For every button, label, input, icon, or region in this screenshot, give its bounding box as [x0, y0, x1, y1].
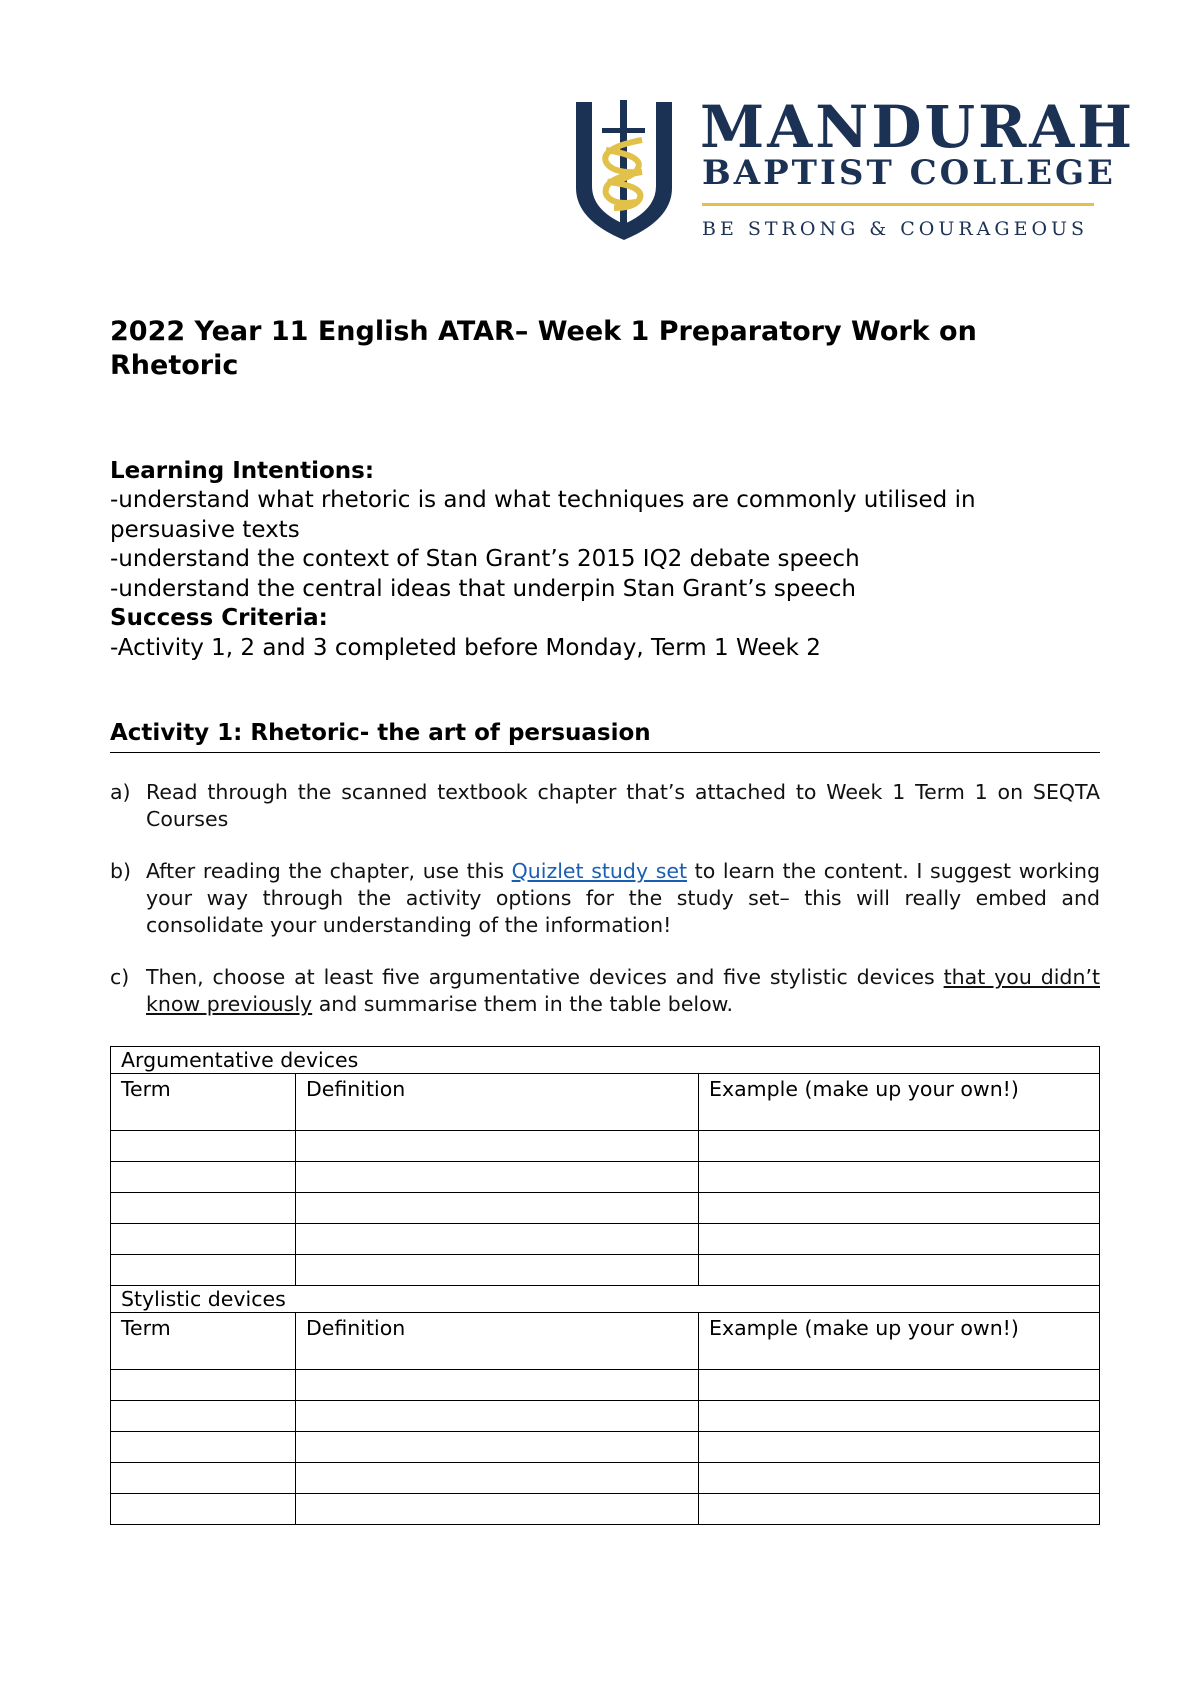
- item-text-before: Then, choose at least five argumentative devices and five stylistic devices: [146, 965, 944, 989]
- table-cell[interactable]: [296, 1162, 699, 1193]
- table-cell[interactable]: [296, 1401, 699, 1432]
- school-name-line1: MANDURAH: [700, 93, 1136, 161]
- item-marker: c): [110, 965, 130, 989]
- item-text: [146, 858, 1100, 939]
- table-cell[interactable]: [296, 1432, 699, 1463]
- activity-1-heading: Activity 1: Rhetoric- the art of persuasion: [110, 719, 1100, 753]
- item-marker: a): [110, 780, 131, 804]
- table-row: [111, 1224, 1100, 1255]
- table-cell[interactable]: [699, 1162, 1100, 1193]
- item-text-after: and summarise them in the table below.: [312, 992, 734, 1016]
- table-cell[interactable]: [296, 1255, 699, 1286]
- table-cell[interactable]: [111, 1224, 296, 1255]
- table-cell[interactable]: [699, 1432, 1100, 1463]
- item-text: [146, 964, 1100, 1018]
- document-body: [110, 315, 1100, 1525]
- activity-item-c: [110, 964, 1100, 1018]
- table-cell[interactable]: [111, 1162, 296, 1193]
- column-header-term: Term: [111, 1074, 296, 1131]
- table-cell[interactable]: [111, 1255, 296, 1286]
- table-row: [111, 1370, 1100, 1401]
- column-header-term: Term: [111, 1313, 296, 1370]
- column-header-example: Example (make up your own!): [699, 1313, 1100, 1370]
- table-cell[interactable]: [699, 1494, 1100, 1525]
- activity-item-b: [110, 858, 1100, 939]
- table-cell[interactable]: [296, 1370, 699, 1401]
- quizlet-study-set-link[interactable]: Quizlet study set: [511, 859, 688, 883]
- learning-intentions-heading: Learning Intentions:: [110, 458, 375, 484]
- table-cell[interactable]: [111, 1193, 296, 1224]
- school-logo: [572, 93, 1136, 245]
- table-cell[interactable]: [699, 1463, 1100, 1494]
- devices-table: [110, 1046, 1100, 1525]
- table-cell[interactable]: [111, 1401, 296, 1432]
- table-row: [111, 1255, 1100, 1286]
- school-name-line2: BAPTIST COLLEGE: [702, 153, 1116, 193]
- page-title: 2022 Year 11 English ATAR– Week 1 Preparatory Work on Rhetoric: [110, 316, 977, 381]
- column-header-definition: Definition: [296, 1074, 699, 1131]
- table-cell[interactable]: [296, 1463, 699, 1494]
- table-cell[interactable]: [111, 1131, 296, 1162]
- table-cell[interactable]: [111, 1370, 296, 1401]
- table-cell[interactable]: [699, 1401, 1100, 1432]
- column-header-definition: Definition: [296, 1313, 699, 1370]
- table-row: [111, 1463, 1100, 1494]
- table-row: [111, 1401, 1100, 1432]
- activity-item-a: [110, 779, 1100, 833]
- table-cell[interactable]: [699, 1224, 1100, 1255]
- item-text-underlined: that you didn’t know previously: [146, 965, 1100, 1016]
- table-cell[interactable]: [111, 1463, 296, 1494]
- table-cell[interactable]: [296, 1224, 699, 1255]
- table-cell[interactable]: [111, 1432, 296, 1463]
- table-cell[interactable]: [699, 1255, 1100, 1286]
- table-cell[interactable]: [296, 1494, 699, 1525]
- learning-intention-item: -understand the context of Stan Grant’s 2015 IQ2 debate speech: [110, 546, 860, 572]
- table-section-title: Stylistic devices: [111, 1286, 1100, 1313]
- item-marker: b): [110, 859, 132, 883]
- table-cell[interactable]: [699, 1193, 1100, 1224]
- school-crest-icon: [572, 100, 677, 242]
- logo-divider: [702, 203, 1094, 206]
- success-criteria-item: -Activity 1, 2 and 3 completed before Monday, Term 1 Week 2: [110, 634, 821, 661]
- success-criteria-heading: Success Criteria:: [110, 605, 328, 631]
- item-text-before: After reading the chapter, use this: [146, 859, 512, 883]
- table-cell[interactable]: [699, 1131, 1100, 1162]
- item-text-after: to learn the content. I suggest working your way through the activity options for the study set– this will really embed and consolidate your understanding of the information!: [146, 859, 1101, 937]
- table-row: [111, 1432, 1100, 1463]
- learning-intention-item: -understand what rhetoric is and what techniques are commonly utilised in persuasive texts: [110, 487, 976, 543]
- table-row: [111, 1494, 1100, 1525]
- table-row: [111, 1131, 1100, 1162]
- school-motto: BE STRONG & COURAGEOUS: [702, 218, 1089, 240]
- table-cell[interactable]: [111, 1494, 296, 1525]
- table-cell[interactable]: [296, 1131, 699, 1162]
- column-header-example: Example (make up your own!): [699, 1074, 1100, 1131]
- learning-intention-item: -understand the central ideas that underpin Stan Grant’s speech: [110, 575, 857, 602]
- item-text: Read through the scanned textbook chapter that’s attached to Week 1 Term 1 on SEQTA Courses: [146, 780, 1100, 831]
- table-section-title: Argumentative devices: [111, 1047, 1100, 1074]
- table-row: [111, 1162, 1100, 1193]
- table-row: [111, 1193, 1100, 1224]
- table-cell[interactable]: [296, 1193, 699, 1224]
- table-cell[interactable]: [699, 1370, 1100, 1401]
